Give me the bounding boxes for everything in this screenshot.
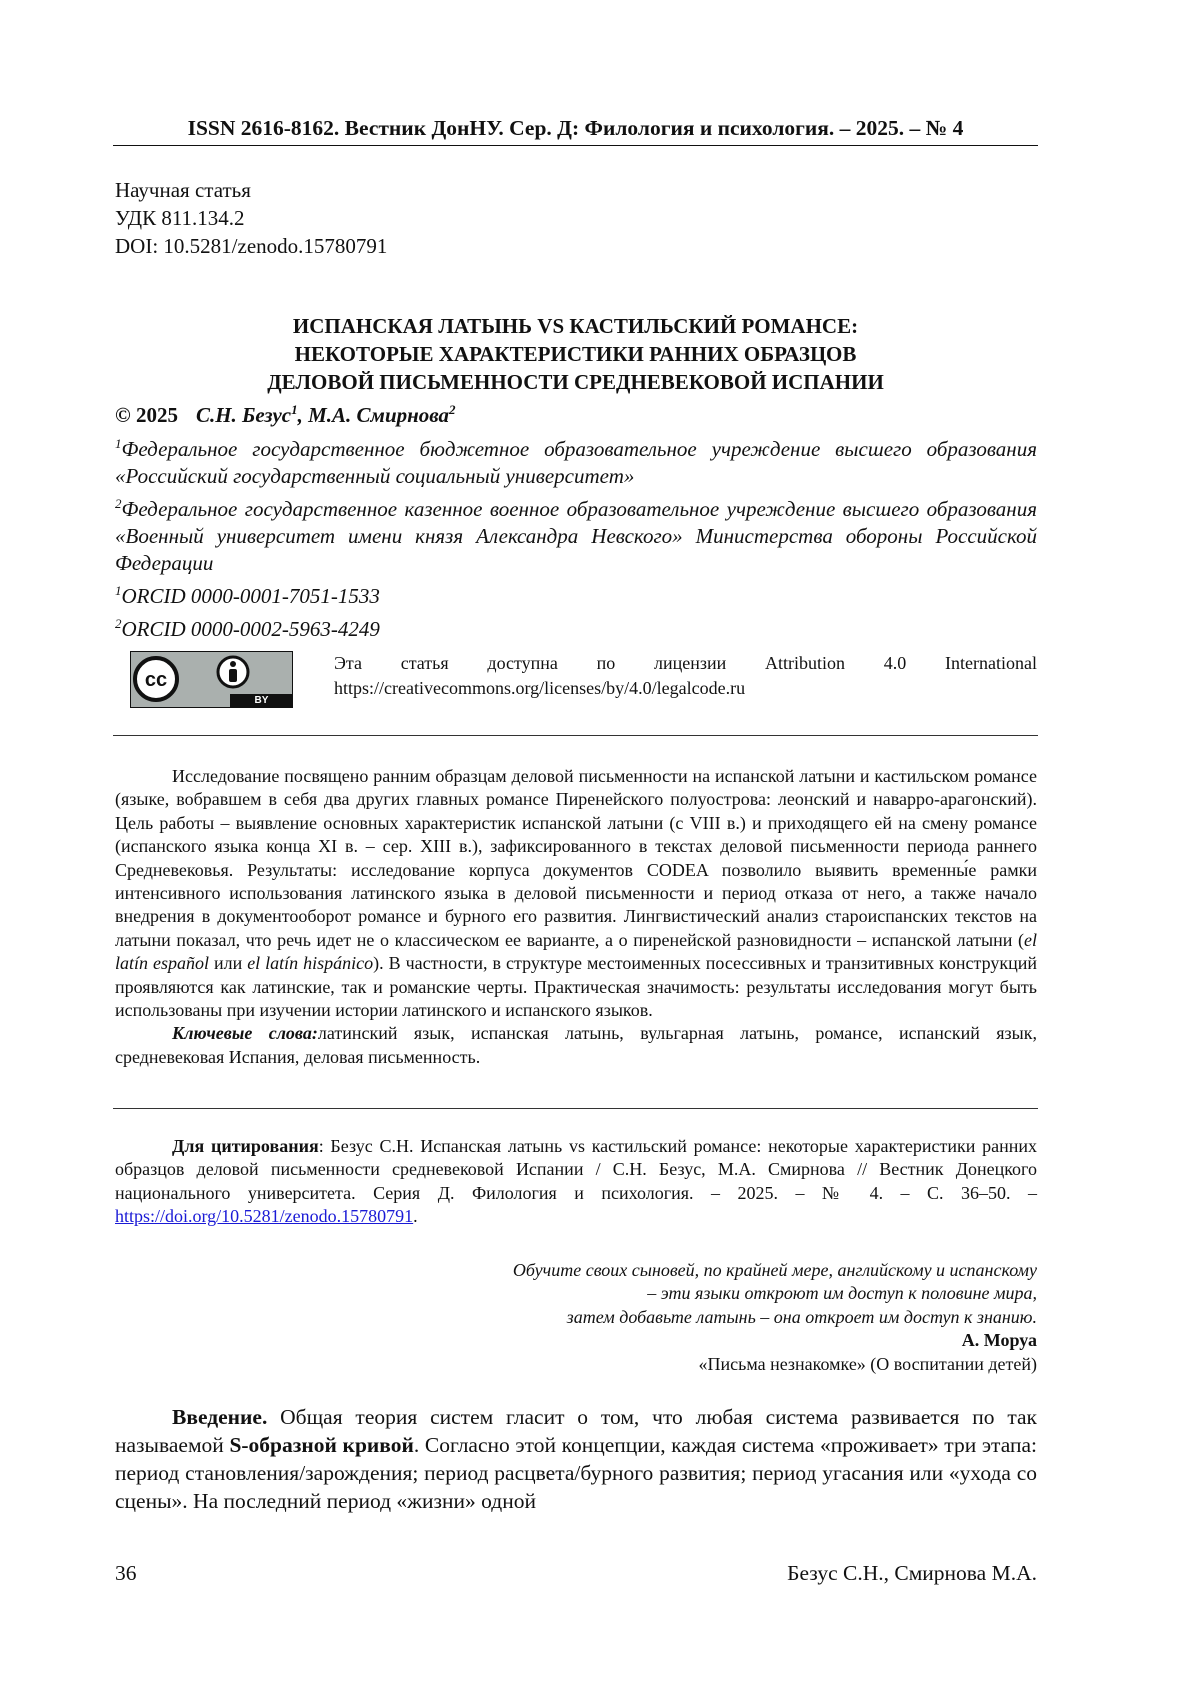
citation-paragraph [115,1135,1037,1229]
abstract [115,765,1037,1069]
orcid-1-mark: 1 [115,583,122,598]
affiliation-2-text: Федеральное государственное казенное военное образовательное учреждение высшего образования «Военный университет имени князя Александра Невского» Министерства обороны Российской Федерации [115,497,1037,575]
citation-block [115,1135,1037,1229]
footer-authors: Безус С.Н., Смирнова М.А. [787,1561,1037,1585]
epigraph-line-2: – эти языки откроют им доступ к половине мира, [647,1283,1037,1304]
epigraph-line-3: затем добавьте латынь – она откроет им доступ к знанию. [566,1306,1037,1327]
intro-text-1: Общая теория систем гласит о том, что любая система развивается по так называемой [115,1405,1037,1457]
author-2: М.А. Смирнова [308,403,450,427]
affiliation-1-text: Федеральное государственное бюджетное образовательное учреждение высшего образования «Российский государственный социальный университет» [115,437,1037,488]
license-statement: Эта статья доступна по лицензии Attribution 4.0 International [334,653,1037,673]
divider-top [113,735,1038,736]
keywords-label: Ключевые слова: [172,1023,318,1044]
introduction [115,1403,1037,1515]
abstract-italic-1: el latín español [115,929,1037,974]
abstract-text-2: ). В частности, в структуре местоименных посессивных и транзитивных конструкций проявляются как латинские, так и романские черты. Практическая значимость: результаты исследования могут быть использованы при изучении истории латинского и испанского языков. [115,953,1037,1021]
citation-end: . [413,1206,418,1227]
intro-paragraph [115,1403,1037,1515]
divider-bottom [113,1108,1038,1109]
person-body-icon [229,669,237,682]
author-1: С.Н. Безус [195,403,292,427]
citation-text: : Безус С.Н. Испанская латынь vs кастильский романсе: некоторые характеристики ранних образцов деловой письменности средневековой Испании / С.Н. Безус, М.А. Смирнова // Вестник Донецкого национального университета. Серия Д. Филология и психология. – 2025. – № 4. – С. 36–50. – [115,1136,1037,1203]
orcid-2-text: ORCID 0000-0002-5963-4249 [121,617,380,641]
affiliation-2-mark: 2 [115,496,122,511]
intro-heading: Введение. [172,1405,268,1429]
orcid-1 [115,577,1037,610]
copyright: © 2025 [115,403,178,427]
abstract-italic-2: el latín hispánico [247,953,374,974]
abstract-text-1: Исследование посвящено ранним образцам деловой письменности на испанской латыни и кастильском романсе (языке, вобравшем в себя два других главных романсе Пиренейского полуострова: леонский и наварро-арагонский). Цель работы – выявление основных характеристик испанской латыни (с VIII в.) и приходящего ей на смену романсе (испанского языка конца XI в. – сер. XIII в.), зафиксированного в текстах деловой письменности периода раннего Средневековья. Результаты: исследование корпуса документов CODEA позволило выявить временны́е рамки интенсивного использования латинского языка в деловой письменности и период отказа от него, а также начало внедрения в документооборот романсе и бурного его развития. Лингвистический анализ староиспанских текстов на латыни показал, что речь идет не о классическом ее варианте, а о пиренейской разновидности – испанской латыни ( [115,766,1037,950]
cc-letters: cc [144,669,168,691]
keywords-text: латинский язык, испанская латынь, вульгарная латынь, романсе, испанский язык, средневековая Испания, деловая письменность. [115,1023,1037,1067]
article-type: Научная статья [115,178,251,202]
epigraph-line-1: Обучите своих сыновей, по крайней мере, английскому и испанскому [512,1260,1037,1280]
citation-label: Для цитирования [172,1136,319,1156]
intro-bold-term: S-образной кривой [229,1433,414,1457]
affiliations [115,430,1037,643]
cc-icon [131,664,181,694]
title-line-3: ДЕЛОВОЙ ПИСЬМЕННОСТИ СРЕДНЕВЕКОВОЙ ИСПАНИИ [267,370,884,394]
orcid-2 [115,610,1037,643]
affiliation-2 [115,490,1037,577]
author-2-mark: 2 [449,402,456,417]
intro-text-2: . Согласно этой концепции, каждая система «проживает» три этапа: период становления/зарождения; период расцвета/бурного развития; период угасания или «ухода со сцены». На последний период «жизни» одной [115,1433,1037,1513]
keywords-paragraph [115,1022,1037,1069]
epigraph-source: «Письма незнакомке» (О воспитании детей) [698,1353,1037,1374]
citation-doi-link[interactable]: https://doi.org/10.5281/zenodo.15780791 [115,1206,414,1227]
orcid-1-text: ORCID 0000-0001-7051-1533 [121,584,380,608]
author-1-mark: 1 [291,402,298,417]
authors-line [115,402,456,428]
by-label: BY [230,694,293,707]
cc-by-license-badge[interactable] [130,651,293,708]
article-title [113,312,1038,396]
abstract-text-mid: или [208,953,248,974]
title-line-2: НЕКОТОРЫЕ ХАРАКТЕРИСТИКИ РАННИХ ОБРАЗЦОВ [294,342,857,366]
person-head-icon [230,661,236,667]
epigraph-author: А. Моруа [961,1330,1037,1351]
author-separator: , [297,403,309,427]
license-text [334,651,1037,701]
affiliation-1-mark: 1 [115,436,122,451]
running-header: ISSN 2616-8162. Вестник ДонНУ. Сер. Д: Филология и психология. – 2025. – № 4 [113,116,1038,146]
article-meta [115,176,387,260]
title-line-1: ИСПАНСКАЯ ЛАТЫНЬ VS КАСТИЛЬСКИЙ РОМАНСЕ: [292,314,859,338]
page-number: 36 [115,1561,137,1585]
license-url[interactable]: https://creativecommons.org/licenses/by/4.0/legalcode.ru [334,678,746,698]
udc-code: УДК 811.134.2 [115,206,245,230]
doi: DOI: 10.5281/zenodo.15780791 [115,234,388,258]
epigraph [300,1259,1037,1376]
affiliation-1 [115,430,1037,490]
author-names [196,403,456,427]
orcid-2-mark: 2 [115,616,122,631]
abstract-paragraph [115,765,1037,1022]
